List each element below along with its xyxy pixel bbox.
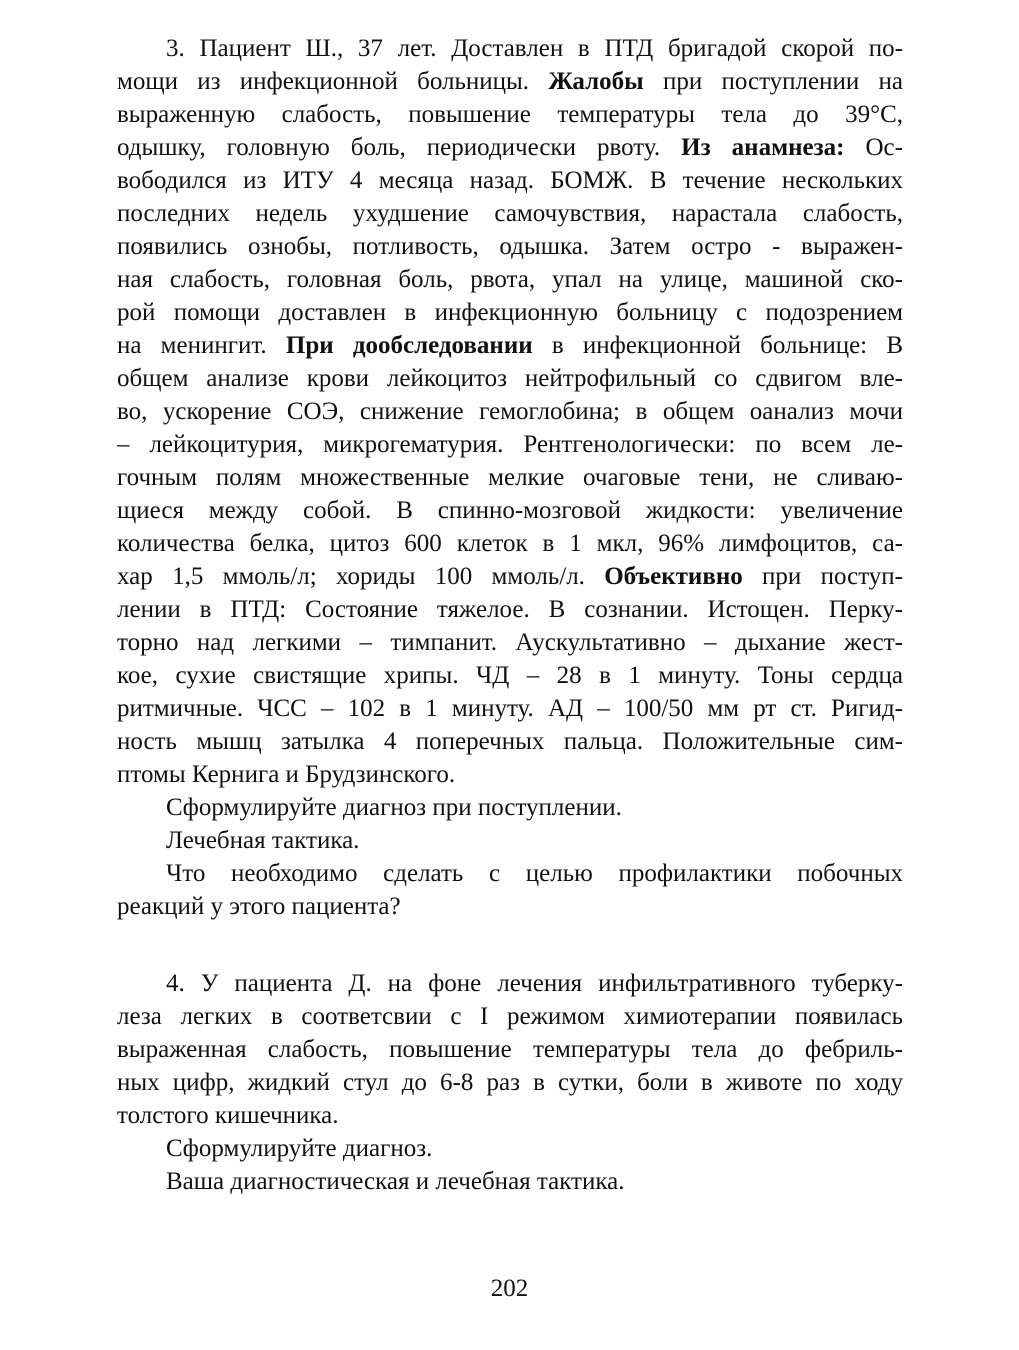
problem-3-line: щиеся между собой. В спинно-мозговой жидкости: увеличение: [117, 497, 903, 524]
page-text: [117, 32, 903, 1198]
question-prophylaxis: Что необходимо сделать с целью профилактики побочных: [166, 860, 903, 887]
problem-3-line: лении в ПТД: Состояние тяжелое. В сознании. Истощен. Перку-: [117, 596, 903, 623]
problem-3-line: последних недель ухудшение самочувствия, нарастала слабость,: [117, 200, 903, 227]
problem-3-line: вободился из ИТУ 4 месяца назад. БОМЖ. В течение нескольких: [117, 167, 903, 194]
problem-3-line: количества белка, цитоз 600 клеток в 1 мкл, 96% лимфоцитов, са-: [117, 530, 903, 557]
text-run: хар 1,5 ммоль/л; хориды 100 ммоль/л.: [117, 563, 605, 590]
problem-3-line: кое, сухие свистящие хрипы. ЧД – 28 в 1 минуту. Тоны сердца: [117, 662, 903, 689]
problem-3-line: [117, 560, 903, 593]
complaints-heading: Жалобы: [548, 68, 644, 95]
text-run: Ос-: [844, 134, 903, 161]
section-gap: [117, 923, 903, 967]
problem-4-line: леза легких в соответсвии с I режимом химиотерапии появилась: [117, 1003, 903, 1030]
question-tactics: Ваша диагностическая и лечебная тактика.: [166, 1168, 625, 1195]
problem-3: [117, 32, 903, 923]
problem-4: [117, 967, 903, 1198]
problem-3-line: гочным полям множественные мелкие очаговые тени, не сливаю-: [117, 464, 903, 491]
text-run: на менингит.: [117, 332, 286, 359]
text-run: при поступ-: [742, 563, 903, 590]
problem-3-line: общем анализе крови лейкоцитоз нейтрофильный со сдвигом вле-: [117, 365, 903, 392]
problem-3-line: [117, 131, 903, 164]
problem-3-line: 3. Пациент Ш., 37 лет. Доставлен в ПТД бригадой скорой по-: [166, 35, 903, 62]
problem-3-line: [117, 329, 903, 362]
problem-3-line: ная слабость, головная боль, рвота, упал на улице, машиной ско-: [117, 266, 903, 293]
problem-3-line: выраженную слабость, повышение температуры тела до 39°С,: [117, 101, 903, 128]
problem-3-line: птомы Кернига и Брудзинского.: [117, 761, 456, 788]
objective-heading: Объективно: [604, 563, 743, 590]
problem-3-line: ность мышц затылка 4 поперечных пальца. Положительные сим-: [117, 728, 903, 755]
question-prophylaxis-cont: реакций у этого пациента?: [117, 893, 401, 920]
text-run: в инфекционной больнице: В: [532, 332, 903, 359]
problem-4-line: толстого кишечника.: [117, 1102, 339, 1129]
anamnesis-heading: Из анамнеза:: [681, 134, 845, 161]
problem-3-line: ритмичные. ЧСС – 102 в 1 минуту. АД – 100/50 мм рт ст. Ригид-: [117, 695, 903, 722]
problem-3-line: – лейкоцитурия, микрогематурия. Рентгенологически: по всем ле-: [117, 431, 903, 458]
problem-3-line: рой помощи доставлен в инфекционную больницу с подозрением: [117, 299, 903, 326]
additional-exam-heading: При дообследовании: [285, 332, 533, 359]
page-number: 202: [490, 1275, 529, 1302]
text-run: одышку, головную боль, периодически рвоту.: [117, 134, 682, 161]
problem-4-line: ных цифр, жидкий стул до 6-8 раз в сутки, боли в животе по ходу: [117, 1069, 903, 1096]
question-diagnosis: Сформулируйте диагноз при поступлении.: [166, 794, 622, 821]
problem-3-line: во, ускорение СОЭ, снижение гемоглобина; в общем оанализ мочи: [117, 398, 903, 425]
question-treatment: Лечебная тактика.: [166, 827, 360, 854]
problem-3-line: [117, 65, 903, 98]
problem-3-line: появились ознобы, потливость, одышка. Затем остро - выражен-: [117, 233, 903, 260]
problem-3-line: торно над легкими – тимпанит. Аускультативно – дыхание жест-: [117, 629, 903, 656]
problem-4-line: 4. У пациента Д. на фоне лечения инфильтративного туберку-: [166, 970, 903, 997]
problem-4-line: выраженная слабость, повышение температуры тела до фебриль-: [117, 1036, 903, 1063]
question-diagnosis: Сформулируйте диагноз.: [166, 1135, 433, 1162]
text-run: мощи из инфекционной больницы.: [117, 68, 549, 95]
text-run: при поступлении на: [643, 68, 903, 95]
